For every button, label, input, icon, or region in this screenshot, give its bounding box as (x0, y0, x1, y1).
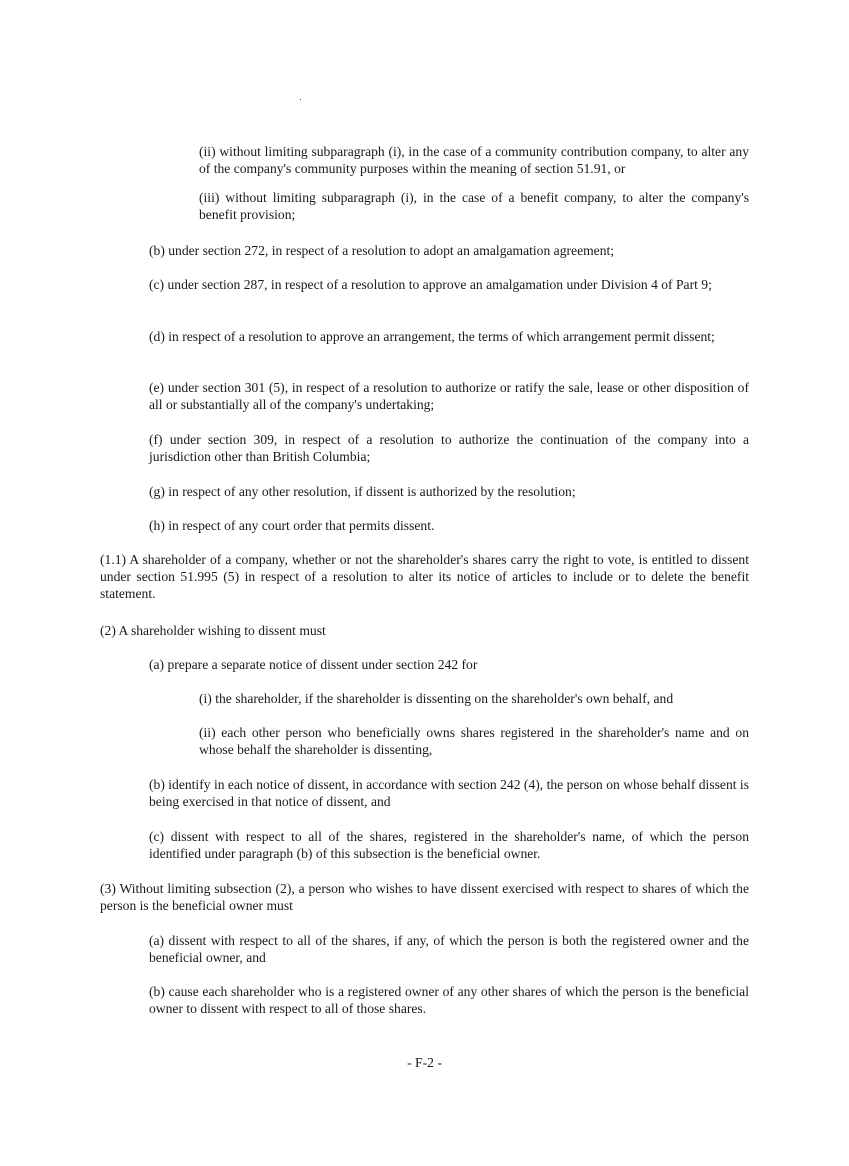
subsection-2-a: (a) prepare a separate notice of dissent under section 242 for (149, 657, 478, 672)
paragraph-c-section-287: (c) under section 287, in respect of a resolution to approve an amalgamation under Division 4 of Part 9; (149, 277, 712, 292)
paragraph-f-section-309: (f) under section 309, in respect of a resolution to authorize the continuation of the company into a jurisdiction other than British Columbia; (149, 432, 749, 464)
subsection-2-c: (c) dissent with respect to all of the shares, registered in the shareholder's name, of which the person identified under paragraph (b) of this subsection is the beneficial owner. (149, 829, 749, 861)
paragraph-d-arrangement: (d) in respect of a resolution to approve an arrangement, the terms of which arrangement permit dissent; (149, 329, 715, 344)
subsection-2-b: (b) identify in each notice of dissent, in accordance with section 242 (4), the person on whose behalf dissent is being exercised in that notice of dissent, and (149, 777, 749, 809)
paragraph-g-other-resolution: (g) in respect of any other resolution, if dissent is authorized by the resolution; (149, 484, 576, 499)
paragraph-h-court-order: (h) in respect of any court order that permits dissent. (149, 518, 435, 533)
page-number: - F-2 - (407, 1055, 442, 1070)
subsection-3-a: (a) dissent with respect to all of the shares, if any, of which the person is both the registered owner and the beneficial owner, and (149, 933, 749, 965)
subsection-3-b: (b) cause each shareholder who is a registered owner of any other shares of which the person is the beneficial owner to dissent with respect to all of those shares. (149, 984, 749, 1016)
paragraph-b-section-272: (b) under section 272, in respect of a resolution to adopt an amalgamation agreement; (149, 243, 615, 258)
subsection-1-1: (1.1) A shareholder of a company, whether or not the shareholder's shares carry the right to vote, is entitled to dissent under section 51.995 (5) in respect of a resolution to alter its notice of articles to include or to delete the benefit statement. (100, 552, 749, 601)
subsection-2-a-ii: (ii) each other person who beneficially owns shares registered in the shareholder's name and on whose behalf the shareholder is dissenting, (199, 725, 749, 757)
subsection-3: (3) Without limiting subsection (2), a person who wishes to have dissent exercised with respect to shares of which the person is the beneficial owner must (100, 881, 749, 913)
paragraph-iii-benefit-company: (iii) without limiting subparagraph (i), in the case of a benefit company, to alter the company's benefit provision; (199, 190, 749, 222)
subsection-2: (2) A shareholder wishing to dissent must (100, 623, 326, 638)
scan-speck (300, 99, 301, 100)
paragraph-ii-community-contribution: (ii) without limiting subparagraph (i), in the case of a community contribution company, to alter any of the company's community purposes within the meaning of section 51.91, or (199, 144, 749, 176)
subsection-2-a-i: (i) the shareholder, if the shareholder is dissenting on the shareholder's own behalf, and (199, 691, 674, 706)
paragraph-e-section-301: (e) under section 301 (5), in respect of a resolution to authorize or ratify the sale, lease or other disposition of all or substantially all of the company's undertaking; (149, 380, 749, 412)
